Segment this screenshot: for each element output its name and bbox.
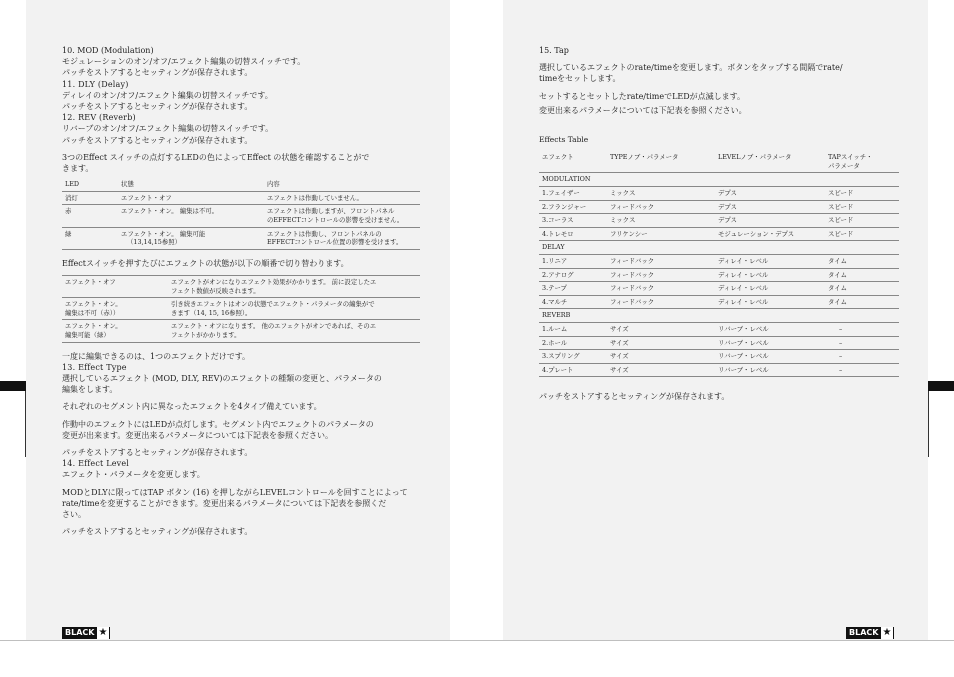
left-edge-tab: [0, 381, 26, 391]
section-14-text-4: さい。: [62, 510, 86, 519]
content-cell: [264, 227, 420, 249]
section-14-text-5: パッチをストアするとセッティングが保存されます。: [62, 527, 253, 537]
effect-name-cell: 2.アナログ: [539, 268, 607, 282]
led-header-state: 状態: [118, 178, 264, 191]
state-cell: [118, 227, 264, 249]
black-star-logo-left: BLACK ★: [62, 627, 110, 639]
section-13-text-3: それぞれのセグメント内に異なったエフェクトを4タイプ備えています。: [62, 402, 322, 412]
led-table: [62, 178, 420, 250]
tap-param-cell: –: [825, 350, 899, 364]
tap-param-cell: タイム: [825, 268, 899, 282]
effects-row: [539, 282, 899, 296]
effects-row: [539, 187, 899, 201]
type-param-cell: ミックス: [607, 214, 715, 228]
effect-name-cell: 4.プレート: [539, 363, 607, 377]
right-edge-line: [928, 391, 929, 457]
tap-param-cell: –: [825, 336, 899, 350]
level-param-cell: デプス: [715, 214, 825, 228]
led-row-green: [62, 227, 420, 249]
tap-header-line-2: パラメータ: [828, 161, 860, 170]
level-param-cell: デプス: [715, 200, 825, 214]
section-15-text-4: 変更出来るパラメータについては下記表を参照ください。: [539, 105, 747, 115]
cycle-desc-line-2: フェクト数値が反映されます。: [171, 286, 260, 295]
type-param-cell: フリケンシー: [607, 227, 715, 241]
section-12-text-1: リバーブのオン/オフ/エフェクト編集の切替スイッチです。: [62, 124, 274, 134]
led-cell: 緑: [62, 227, 118, 249]
type-param-cell: フィードバック: [607, 295, 715, 309]
tap-param-cell: スピード: [825, 214, 899, 228]
section-12-title: 12. REV (Reverb): [62, 113, 136, 123]
effect-name-cell: 4.トレモロ: [539, 227, 607, 241]
effects-table-title: Effects Table: [539, 135, 589, 145]
section-label: MODULATION: [539, 173, 899, 187]
cycle-state-line: エフェクト・オン。: [65, 322, 122, 331]
cycle-row-1: [62, 276, 420, 298]
effects-header-type: TYPEノブ・パラメータ: [607, 151, 715, 173]
level-param-cell: ディレイ・レベル: [715, 268, 825, 282]
level-param-cell: デプス: [715, 187, 825, 201]
effects-section-modulation: [539, 173, 899, 187]
type-param-cell: サイズ: [607, 363, 715, 377]
section-13-text-5: 変更が出来ます。変更出来るパラメータについては下記表を参照ください。: [62, 430, 333, 440]
led-intro-2: きます。: [62, 164, 94, 174]
content-line-2: EFFECTコントロール位置の影響を受けます。: [267, 238, 403, 247]
effects-header-level: LEVELノブ・パラメータ: [715, 151, 825, 173]
section-13-text-6: パッチをストアするとセッティングが保存されます。: [62, 447, 253, 457]
led-cell: 赤: [62, 205, 118, 227]
right-footer-text: パッチをストアするとセッティングが保存されます。: [539, 392, 730, 402]
content-cell: [264, 205, 420, 227]
level-param-cell: ディレイ・レベル: [715, 282, 825, 296]
effect-name-cell: 1.フェイザー: [539, 187, 607, 201]
section-13-text-1: 選択しているエフェクト (MOD, DLY, REV)のエフェクトの種類の変更と、パラメータの: [62, 373, 382, 383]
type-param-cell: ミックス: [607, 187, 715, 201]
effects-header-tap: [825, 151, 899, 173]
cycle-desc-line-2: フェクトがかかります。: [171, 330, 241, 339]
section-13-title: 13. Effect Type: [62, 362, 127, 372]
effect-name-cell: 3.テープ: [539, 282, 607, 296]
type-param-cell: フィードバック: [607, 282, 715, 296]
state-cell: エフェクト・オフ: [118, 191, 264, 205]
section-10-text-1: モジュレーションのオン/オフ/エフェクト編集の切替スイッチです。: [62, 57, 306, 67]
state-cell: エフェクト・オン。 編集は不可。: [118, 205, 264, 227]
content-cell: エフェクトは作動していません。: [264, 191, 420, 205]
cycle-desc-cell: [168, 320, 420, 342]
effect-name-cell: 1.ルーム: [539, 322, 607, 336]
state-line-2: （13,14,15参照）: [127, 238, 182, 247]
type-param-cell: サイズ: [607, 322, 715, 336]
one-effect-note: 一度に編集できるのは、1つのエフェクトだけです。: [62, 351, 251, 361]
cycle-state-cell: [62, 298, 168, 320]
section-15-text-1: 選択しているエフェクトのrate/timeを変更します。ボタンをタップする間隔でrate/: [539, 63, 843, 73]
cycle-intro: Effectスイッチを押すたびにエフェクトの状態が以下の順番で切り替わります。: [62, 258, 349, 268]
content-line-1: エフェクトは作動しますが、フロントパネル: [267, 207, 395, 216]
tap-param-cell: スピード: [825, 227, 899, 241]
level-param-cell: リバーブ・レベル: [715, 363, 825, 377]
tap-param-cell: スピード: [825, 187, 899, 201]
cycle-state-line-2: 編集可能（緑）: [65, 330, 110, 339]
cycle-desc-line: エフェクト・オフになります。 他のエフェクトがオンであれば、そのエ: [171, 322, 377, 331]
cycle-state-line: エフェクト・オン。: [65, 300, 122, 309]
level-param-cell: リバーブ・レベル: [715, 336, 825, 350]
state-line-1: エフェクト・オン。 編集可能: [121, 229, 206, 238]
section-11-title: 11. DLY (Delay): [62, 79, 129, 89]
effects-section-reverb: [539, 309, 899, 323]
tap-param-cell: –: [825, 322, 899, 336]
effects-row: [539, 214, 899, 228]
section-15-text-2: timeをセットします。: [539, 74, 621, 84]
left-column: [62, 45, 420, 537]
effects-row: [539, 322, 899, 336]
type-param-cell: フィードバック: [607, 200, 715, 214]
section-11-text-1: ディレイのオン/オフ/エフェクト編集の切替スイッチです。: [62, 90, 273, 100]
star-icon: ★: [98, 627, 108, 638]
led-header-content: 内容: [264, 178, 420, 191]
cycle-table: [62, 275, 420, 343]
section-10-title: 10. MOD (Modulation): [62, 46, 154, 55]
effects-row: [539, 336, 899, 350]
black-star-logo-right: BLACK ★: [846, 627, 894, 639]
section-13-text-2: 編集をします。: [62, 385, 118, 395]
section-10-text-2: パッチをストアするとセッティングが保存されます。: [62, 68, 253, 78]
effect-name-cell: 4.マルチ: [539, 295, 607, 309]
section-14-text-2: MODとDLYに限ってはTAP ボタン (16) を押しながらLEVELコントロールを回すことによって: [62, 487, 408, 497]
tap-param-cell: タイム: [825, 282, 899, 296]
effect-name-cell: 2.ホール: [539, 336, 607, 350]
section-11-text-2: パッチをストアするとセッティングが保存されます。: [62, 102, 253, 112]
star-icon: ★: [882, 627, 892, 638]
cycle-state-line-2: 編集は不可（赤））: [65, 308, 120, 317]
cycle-row-2: [62, 298, 420, 320]
tap-param-cell: –: [825, 363, 899, 377]
effects-table: [539, 151, 899, 377]
cycle-desc-line: エフェクトがオンになりエフェクト効果がかかります。 前に設定したエ: [171, 278, 377, 286]
cycle-state-cell: [62, 320, 168, 342]
effects-section-delay: [539, 241, 899, 255]
led-intro-1: 3つのEffect スイッチの点灯するLEDの色によってEffect の状態を確認することがで: [62, 152, 370, 162]
right-edge-tab: [928, 381, 954, 391]
cycle-desc-cell: [168, 298, 420, 320]
effect-name-cell: 1.リニア: [539, 254, 607, 268]
led-cell: 消灯: [62, 191, 118, 205]
cycle-desc-cell: [168, 276, 420, 298]
effects-row: [539, 350, 899, 364]
tap-header-line-1: TAPスイッチ・: [828, 153, 873, 162]
type-param-cell: サイズ: [607, 350, 715, 364]
level-param-cell: モジュレーション・デプス: [715, 227, 825, 241]
tap-param-cell: タイム: [825, 295, 899, 309]
cycle-desc-line: 引き続きエフェクトはオンの状態でエフェクト・パラメータの編集がで: [171, 300, 375, 309]
tap-param-cell: スピード: [825, 200, 899, 214]
effect-name-cell: 3.スプリング: [539, 350, 607, 364]
cycle-desc-line-2: きます（14, 15, 16参照）。: [171, 308, 252, 317]
cycle-row-3: [62, 320, 420, 342]
section-12-text-2: パッチをストアするとセッティングが保存されます。: [62, 135, 253, 145]
tap-param-cell: タイム: [825, 254, 899, 268]
level-param-cell: ディレイ・レベル: [715, 254, 825, 268]
led-row-red: [62, 205, 420, 227]
led-row-off: [62, 191, 420, 205]
content-line-1: エフェクトは作動し、フロントパネルの: [267, 229, 382, 238]
effects-row: [539, 363, 899, 377]
cycle-state-cell: [62, 276, 168, 298]
effect-name-cell: 2.フランジャー: [539, 200, 607, 214]
type-param-cell: フィードバック: [607, 254, 715, 268]
level-param-cell: ディレイ・レベル: [715, 295, 825, 309]
bottom-divider: [0, 640, 954, 641]
content-line-2: のEFFECTコントロールの影響を受けません。: [267, 216, 404, 225]
effects-header-effect: エフェクト: [539, 151, 607, 173]
effect-name-cell: 3.コーラス: [539, 214, 607, 228]
type-param-cell: サイズ: [607, 336, 715, 350]
effects-row: [539, 295, 899, 309]
section-14-title: 14. Effect Level: [62, 459, 130, 469]
type-param-cell: フィードバック: [607, 268, 715, 282]
section-label: DELAY: [539, 241, 899, 255]
section-14-text-3: rate/timeを変更することができます。変更出来るパラメータについては下記表を参照くだ: [62, 498, 387, 508]
section-13-text-4: 作動中のエフェクトにはLEDが点灯します。セグメント内でエフェクトのパラメータの: [62, 419, 374, 429]
level-param-cell: リバーブ・レベル: [715, 322, 825, 336]
page-gutter: [450, 0, 503, 640]
effects-row: [539, 200, 899, 214]
section-15-text-3: セットするとセットしたrate/timeでLEDが点滅します。: [539, 91, 746, 101]
section-15-title: 15. Tap: [539, 46, 569, 55]
cycle-state-line: エフェクト・オフ: [65, 278, 116, 286]
section-label: REVERB: [539, 309, 899, 323]
effects-row: [539, 268, 899, 282]
led-header-led: LED: [62, 178, 118, 191]
effects-row: [539, 254, 899, 268]
effects-row: [539, 227, 899, 241]
right-column: [539, 45, 899, 403]
section-14-text-1: エフェクト・パラメータを変更します。: [62, 470, 205, 480]
level-param-cell: リバーブ・レベル: [715, 350, 825, 364]
left-edge-line: [25, 391, 26, 457]
